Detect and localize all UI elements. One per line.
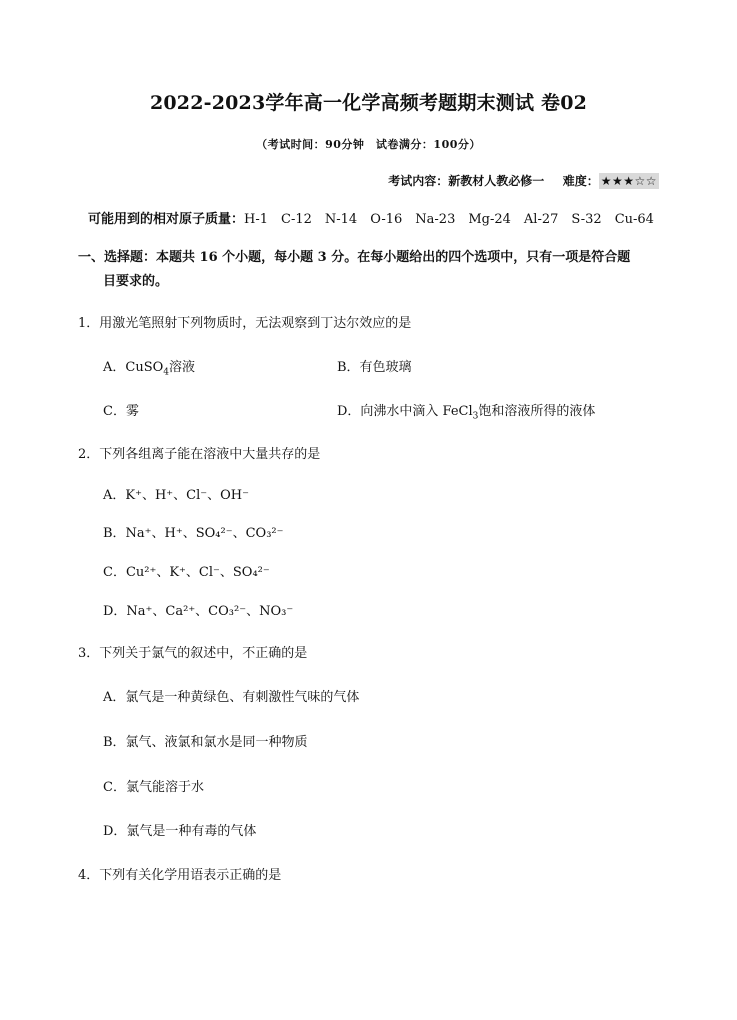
- atomic-masses: [88, 208, 654, 227]
- exam-title: 2022-2023学年高一化学高频考题期末测试 卷02: [149, 92, 588, 114]
- question-1-option-c[interactable]: C．雾: [103, 404, 139, 419]
- question-2-option-a[interactable]: A．K⁺、H⁺、Cl⁻、OH⁻: [103, 488, 249, 503]
- difficulty-stars: ★★★☆☆: [600, 174, 657, 188]
- question-2-stem: 2．下列各组离子能在溶液中大量共存的是: [78, 447, 321, 462]
- section-heading-line2: 目要求的。: [103, 274, 169, 289]
- question-3-option-b[interactable]: B．氯气、液氯和氯水是同一种物质: [103, 735, 308, 750]
- question-4-stem: 4．下列有关化学用语表示正确的是: [78, 868, 282, 883]
- atomic-masses-label: 可能用到的相对原子质量：: [88, 212, 245, 227]
- atomic-masses-values: H-1 C-12 N-14 O-16 Na-23 Mg-24 Al-27 S-32 Cu-64: [244, 212, 654, 227]
- exam-meta: [388, 172, 659, 189]
- question-2-option-d[interactable]: D．Na⁺、Ca²⁺、CO₃²⁻、NO₃⁻: [103, 604, 294, 619]
- question-3-option-a[interactable]: A．氯气是一种黄绿色、有刺激性气味的气体: [103, 690, 360, 705]
- section-heading-line1: 一、选择题：本题共 16 个小题，每小题 3 分。在每小题给出的四个选项中，只有一项是符合题: [78, 250, 631, 265]
- question-2-option-b[interactable]: B．Na⁺、H⁺、SO₄²⁻、CO₃²⁻: [103, 526, 284, 541]
- question-1-option-d[interactable]: D．向沸水中滴入 FeCl$_3$饱和溶液所得的液体: [337, 404, 596, 422]
- question-3-option-d[interactable]: D．氯气是一种有毒的气体: [103, 824, 257, 839]
- question-1-option-b[interactable]: B．有色玻璃: [337, 360, 412, 375]
- difficulty-label: 难度：: [562, 174, 599, 188]
- question-3-stem: 3．下列关于氯气的叙述中，不正确的是: [78, 646, 308, 661]
- exam-time-info: （考试时间：90分钟 试卷满分：100分）: [256, 138, 481, 151]
- content-label: 考试内容：新教材人教必修一: [388, 174, 545, 188]
- question-1-stem: 1．用激光笔照射下列物质时，无法观察到丁达尔效应的是: [78, 316, 412, 331]
- question-2-option-c[interactable]: C．Cu²⁺、K⁺、Cl⁻、SO₄²⁻: [103, 565, 270, 580]
- question-3-option-c[interactable]: C．氯气能溶于水: [103, 780, 204, 795]
- question-1-option-a[interactable]: A．CuSO$_4$溶液: [103, 360, 196, 378]
